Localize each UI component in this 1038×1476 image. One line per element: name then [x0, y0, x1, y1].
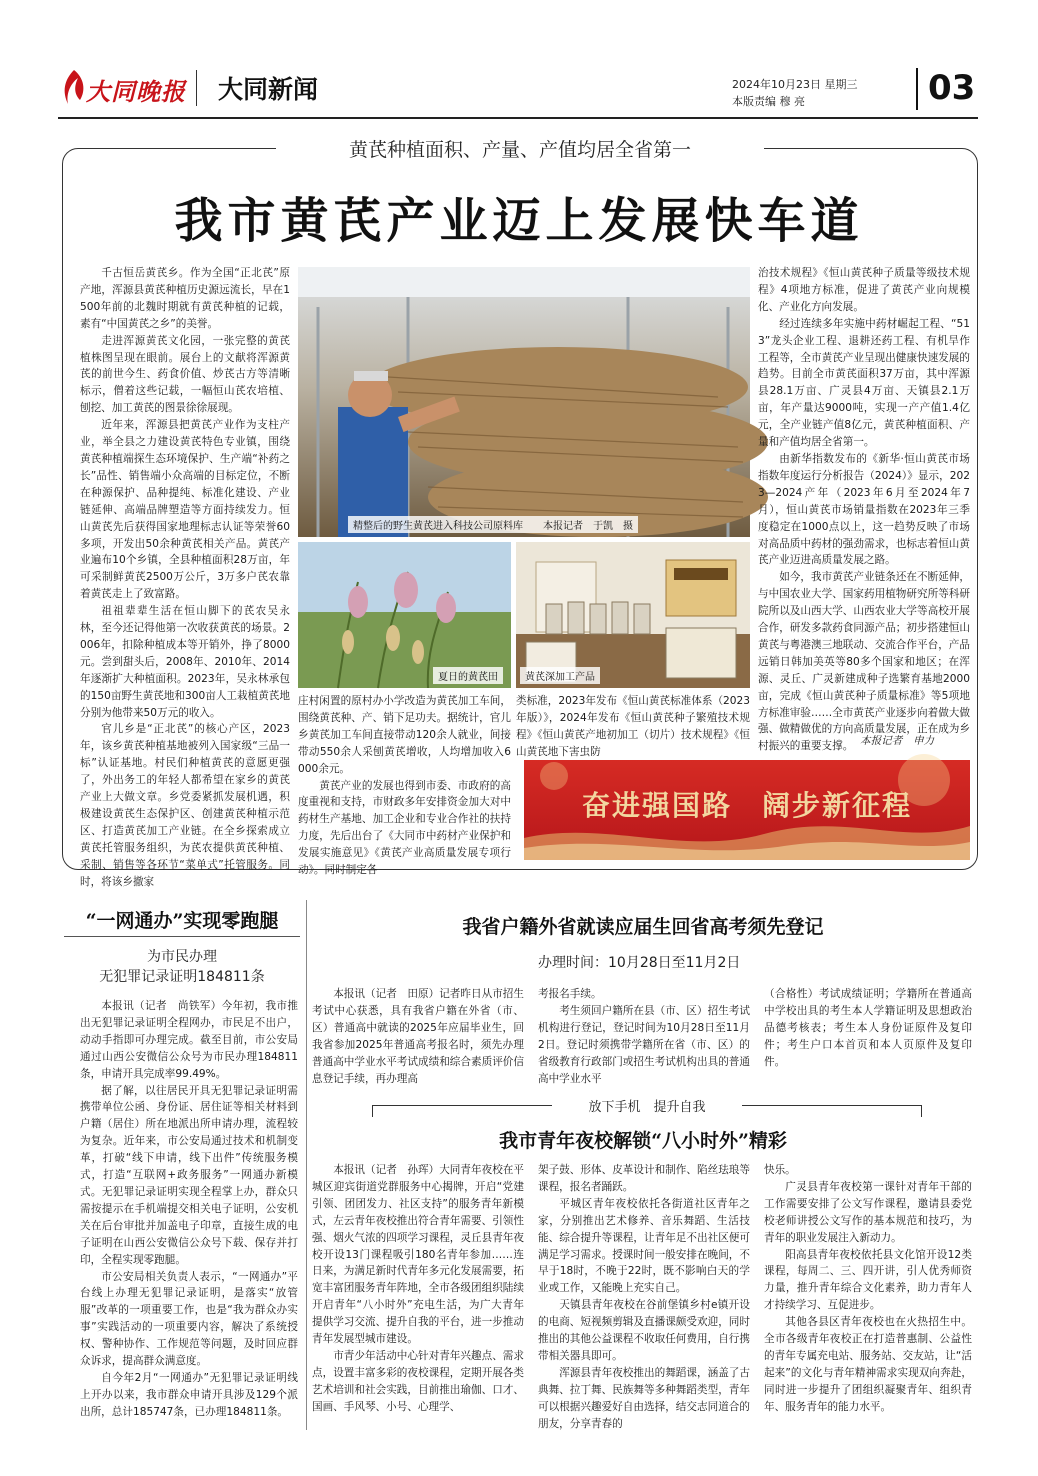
photo-astragalus-warehouse — [298, 267, 750, 537]
photo-product-caption: 黄芪深加工产品 — [520, 667, 600, 684]
lead-byline: 本报记者 申力 — [860, 735, 935, 747]
left-story-body — [80, 998, 298, 1430]
left-story-paragraph: 市公安局相关负责人表示，“一网通办”平台线上办理无犯罪记录证明，是落实“放管服”改革的一项重要工作，也是“我为群众办实事”实践活动的一项重要内容，解决了系统授权、警种协作、工作规范等问题，及时回应群众诉求，提高群众满意度。 — [80, 1270, 298, 1368]
left-story-rule — [64, 936, 300, 937]
left-story-paragraph: 本报讯（记者 尚铁军）今年初，我市推出无犯罪记录证明全程网办，市民足不出户，动动手指即可办理完成。截至目前，市公安局通过山西公安微信公众号为市民办理184811条，申请开具完成率99.49%。 — [80, 1000, 298, 1080]
logo-swoosh-icon — [60, 68, 88, 108]
gaokao-paragraph: 考报名手续。 — [538, 988, 602, 1000]
lead-paragraph: 类标准，2023年发布《恒山黄芪标准体系（2023年版）》，2024年发布《恒山黄芪种子繁殖技术规程》《恒山黄芪产地初加工（切片）技术规程》《恒山黄芪地下害虫防 — [516, 695, 751, 758]
lead-paragraph: 如今，我市黄芪产业链条还在不断延伸，与中国农业大学、国家药用植物研究所等科研院所以及山西大学、山西农业大学等高校开展合作，研发多款药食同源产品；初步搭建恒山黄芪与粤港澳三地联动、交流合作平台，产品远销日韩加美英等80多个国家和地区；在浑源、灵丘、广灵新建成种子选繁育基地2000亩，完成《恒山黄芪种子质量标准》等5项地方标准审验……全市黄芪产业逐步向着做大做强、做精做优的方向高质量发展，正在成为乡村振兴的重要支撑。 — [758, 571, 970, 753]
youth-kicker: 放下手机 提升自我 — [588, 1100, 706, 1115]
youth-paragraph: 天镇县青年夜校在谷前堡镇乡村e镇开设的电商、短视频剪辑及直播课颇受欢迎，同时推出的其他公益课程不收取任何费用，自行携带相关器具即可。 — [538, 1299, 750, 1362]
left-story-paragraph: 自今年2月“一网通办”无犯罪记录证明线上开办以来，我市群众申请开具涉及129个派出所，总计185747条，已办理184811条。 — [80, 1371, 298, 1418]
newspaper-logo — [60, 66, 186, 110]
promo-banner — [524, 760, 970, 860]
column-divider — [306, 900, 307, 1430]
youth-paragraph: 浑源县青年夜校推出的舞蹈课，涵盖了古典舞、拉丁舞、民族舞等多种舞蹈类型，青年可以根据兴趣爱好自由选择，结交志同道合的朋友，分享青春的 — [538, 1366, 750, 1430]
photo-main-caption: 精整后的野生黄芪进入科技公司原料库 本报记者 于凯 摄 — [348, 516, 638, 533]
youth-kicker-line-right-drop — [921, 1105, 922, 1117]
youth-paragraph: 快乐。 — [764, 1164, 796, 1176]
youth-paragraph: 其他各县区青年夜校也在火热招生中。全市各级青年夜校正在打造普惠制、公益性的青年专属充电站、服务站、交友站，让“活起来”的文化与青年精神需求实现双向奔赴，同时进一步提升了团组织凝聚青年、组织青年、服务青年的能力水平。 — [764, 1316, 972, 1413]
logo-text: 大同晚报 — [86, 77, 186, 106]
lead-paragraph: 黄芪产业的发展也得到市委、市政府的高度重视和支持，市财政多年安排资金加大对中药材生产基地、加工企业和专业合作社的扶持力度，先后出台了《大同市中药材产业保护和发展实施意见》《黄芪产业高质量发展专项行动》。同时制定各 — [298, 779, 511, 877]
lead-column-1 — [80, 265, 290, 888]
gaokao-column-3 — [764, 986, 972, 1072]
warehouse-photo-art — [298, 267, 750, 537]
page-number: 03 — [928, 68, 976, 108]
masthead-rule — [58, 117, 978, 119]
lead-paragraph: 祖祖辈辈生活在恒山脚下的芪农吴永林，至今还记得他第一次收获黄芪的场景。2006年，扣除种植成本等开销外，挣了8000元。尝到甜头后，2008年、2010年、2014年逐渐扩大种植面积。2023年，吴永林承包的150亩野生黄芪地和300亩人工栽植黄芪地分别为他带来50万元的收入。 — [80, 605, 290, 719]
youth-kicker-line-left-drop — [372, 1105, 373, 1117]
youth-paragraph: 本报讯（记者 孙珲）大同青年夜校在平城区迎宾街道党群服务中心揭牌，开启“党建引领、团团发力、社区支持”的服务青年新模式，左云青年夜校推出符合青年需要、引领性强、烟火气浓的四项学习课程，灵丘县青年夜校开设13门课程吸引180名青年参加……连日来，为满足新时代青年多元化发展需要，拓宽丰富团服务青年阵地，全市各级团组织陆续开启青年“八小时外”充电生活，为广大青年提供学习交流、提升自我的平台，进一步推动青年发展型城市建设。 — [312, 1164, 524, 1346]
masthead-divider — [196, 70, 197, 106]
left-story-subhead-1: 为市民办理 — [147, 949, 217, 965]
gaokao-paragraph: 考生须回户籍所在县（市、区）招生考试机构进行登记，登记时间为10月28日至11月2日。登记时须携带学籍所在省（市、区）的省级教育行政部门或招生考试机构出具的普通高中学业水平 — [538, 1004, 750, 1085]
lead-kicker-wrap — [276, 138, 764, 162]
gaokao-subhead: 办理时间：10月28日至11月2日 — [538, 955, 741, 971]
lead-paragraph: 走进浑源黄芪文化园，一张完整的黄芪植株图呈现在眼前。展台上的文献将浑源黄芪的前世今生、药食价值、炒芪古方等清晰标示，僧着这些记载，一幅恒山芪农培植、刨挖、加工黄芪的图景徐徐展现。 — [80, 334, 290, 415]
section-title: 大同新闻 — [218, 75, 319, 104]
youth-paragraph: 广灵县青年夜校第一课针对青年干部的工作需要安排了公文写作课程，邀请县委党校老师讲授公文写作的基本规范和技巧，为青年的职业发展注入新动力。 — [764, 1180, 972, 1244]
youth-paragraph: 市青少年活动中心针对青年兴趣点、需求点，设置丰富多彩的夜校课程，定期开展各类艺术培训和社会实践，目前推出瑜伽、口才、国画、手风琴、小号、心理学、 — [312, 1349, 524, 1413]
gaokao-column-1 — [312, 986, 524, 1085]
youth-kicker-line-left — [372, 1105, 552, 1106]
gaokao-paragraph: （合格性）考试成绩证明；学籍所在普通高中学校出具的考生本人学籍证明及思想政治品德考核表；考生本人身份证原件及复印件；考生户口本首页和本人页原件及复印件。 — [764, 988, 972, 1068]
gaokao-headline: 我省户籍外省就读应届生回省高考须先登记 — [462, 916, 824, 938]
page-editor: 本版责编 穆 亮 — [732, 95, 805, 108]
promo-banner-text: 奋进强国路 阔步新征程 — [581, 789, 912, 822]
lead-paragraph: 近年来，浑源县把黄芪产业作为支柱产业，举全县之力建设黄芪特色专业镇，围绕黄芪种植端探生态环境保护、生产端“补药之长”品性、销售端小众高端的目标定位，不断在种源保护、品种提纯、标准化建设、产业链延伸、高端品牌塑造等方面持续发力。恒山黄芪先后获得国家地理标志认证等荣誉60多项，开发出50余种黄芪相关产品。黄芪产业遍布10个乡镇，全县种植面积28万亩，年可采制鲜黄芪2500万公斤，3万多户芪农靠着黄芪走上了致富路。 — [80, 419, 290, 601]
lead-paragraph: 治技术规程》《恒山黄芪种子质量等级技术规程》4项地方标准，促进了黄芪产业向规模化、产业化方向发展。 — [758, 267, 970, 313]
lead-paragraph: 庄村闲置的原村办小学改造为黄芪加工车间，围绕黄芪种、产、销下足功夫。据统计，官儿乡黄芪加工车间直接带动120余人就业，间接带动550余人采刨黄芪增收，人均增加收入6000余元。 — [298, 695, 511, 775]
lead-kicker: 黄芪种植面积、产量、产值均居全省第一 — [348, 139, 691, 161]
left-story-headline: “一网通办”实现零跑腿 — [85, 910, 279, 932]
lead-column-2 — [298, 693, 511, 877]
lead-paragraph: 由新华指数发布的《新华·恒山黄芪市场指数年度运行分析报告（2024）》显示，2023—2024产年（2023年6月至2024年7月），恒山黄芪市场销量指数在2023年三季度稳定在1000点以上，这一趋势反映了市场对高品质中药材的强劲需求，也标志着恒山黄芪产业迈进高质量发展之路。 — [758, 452, 970, 567]
lead-column-3 — [516, 693, 750, 757]
issue-date: 2024年10月23日 星期三 — [732, 78, 858, 91]
page-number-divider — [916, 68, 918, 110]
gaokao-column-2 — [538, 986, 750, 1085]
photo-flower-caption: 夏日的黄芪田 — [433, 667, 503, 684]
lead-paragraph: 千古恒岳黄芪乡。作为全国“正北芪”原产地，浑源县黄芪种植历史源远流长，早在1500年前的北魏时期就有黄芪种植的记载，素有“中国黄芪之乡”的美誉。 — [80, 267, 290, 330]
youth-kicker-line-right — [742, 1105, 922, 1106]
photo-astragalus-products — [516, 542, 750, 688]
lead-headline: 我市黄芪产业迈上发展快车道 — [174, 193, 864, 249]
youth-column-3 — [764, 1162, 972, 1430]
gaokao-paragraph: 本报讯（记者 田原）记者昨日从市招生考试中心获悉，具有我省户籍在外省（市、区）普通高中就读的2025年应届毕业生，回我省参加2025年普通高考报名时，须先办理普通高中学业水平考试成绩和综合素质评价信息登记手续，再办理高 — [312, 988, 524, 1085]
youth-column-1 — [312, 1162, 524, 1430]
left-story-paragraph: 据了解，以往居民开具无犯罪记录证明需携带单位公函、身份证、居住证等相关材料到户籍（居住）所在地派出所申请办理，流程较为复杂。近年来，市公安局通过技术和机制变革，打破“线下申请，线下出件”传统服务模式，打造“互联网+政务服务”一网通办新模式。无犯罪记录证明实现全程掌上办，群众只需按提示在手机端提交相关电子证明，公安机关在后台审批并加盖电子印章，直接生成的电子证明在山西公安微信公众号下载、保存并打印，全程实现零跑腿。 — [80, 1084, 298, 1266]
youth-paragraph: 架子鼓、形体、皮革设计和制作、陷丝珐琅等课程，报名者踊跃。 — [538, 1164, 750, 1193]
lead-paragraph: 经过连续多年实施中药材崛起工程、“513”龙头企业工程、退耕还药工程、有机旱作工程等，全市黄芪产业呈现出健康快速发展的趋势。目前全市黄芪面积37万亩，其中浑源县28.1万亩、广灵县4万亩、天镇县2.1万亩，年产量达9000吨，实现一产产值1.4亿元，全产业链产值8亿元，黄芪种植面积、产量和产值均居全省第一。 — [758, 317, 970, 449]
youth-column-2 — [538, 1162, 750, 1430]
photo-astragalus-flowers — [298, 542, 511, 688]
left-story-subhead-2: 无犯罪记录证明184811条 — [99, 969, 265, 985]
youth-paragraph: 平城区青年夜校依托各街道社区青年之家，分别推出艺术修养、音乐舞蹈、生活技能、综合提升等课程，让青年足不出社区便可满足学习需求。授课时间一般安排在晚间，不早于18时，不晚于22时，既不影响白天的学业或工作，又能晚上充实自己。 — [538, 1197, 750, 1295]
youth-paragraph: 阳高县青年夜校依托县文化馆开设12类课程，每周二、三、四开讲，引人优秀师资力量，推升青年综合文化素养，助力青年人才持续学习、互促进步。 — [764, 1248, 972, 1312]
youth-headline: 我市青年夜校解锁“八小时外”精彩 — [499, 1130, 787, 1152]
lead-paragraph: 官儿乡是“正北芪”的核心产区，2023年，该乡黄芪种植基地被列入国家级“三品一标”认证基地。村民们种植黄芪的意愿更强了，外出务工的年轻人都希望在家乡的黄芪产业上大做文章。乡党委紧抓发展机遇，积极建设黄芪生态保护区、创建黄芪种植示范区、打造黄芪加工产业链。在全乡探索成立黄芪托管服务组织，为芪农提供黄芪种植、采制、销售等各环节“菜单式”托管服务。同时，将该乡撤家 — [80, 723, 290, 888]
masthead — [0, 0, 1038, 130]
